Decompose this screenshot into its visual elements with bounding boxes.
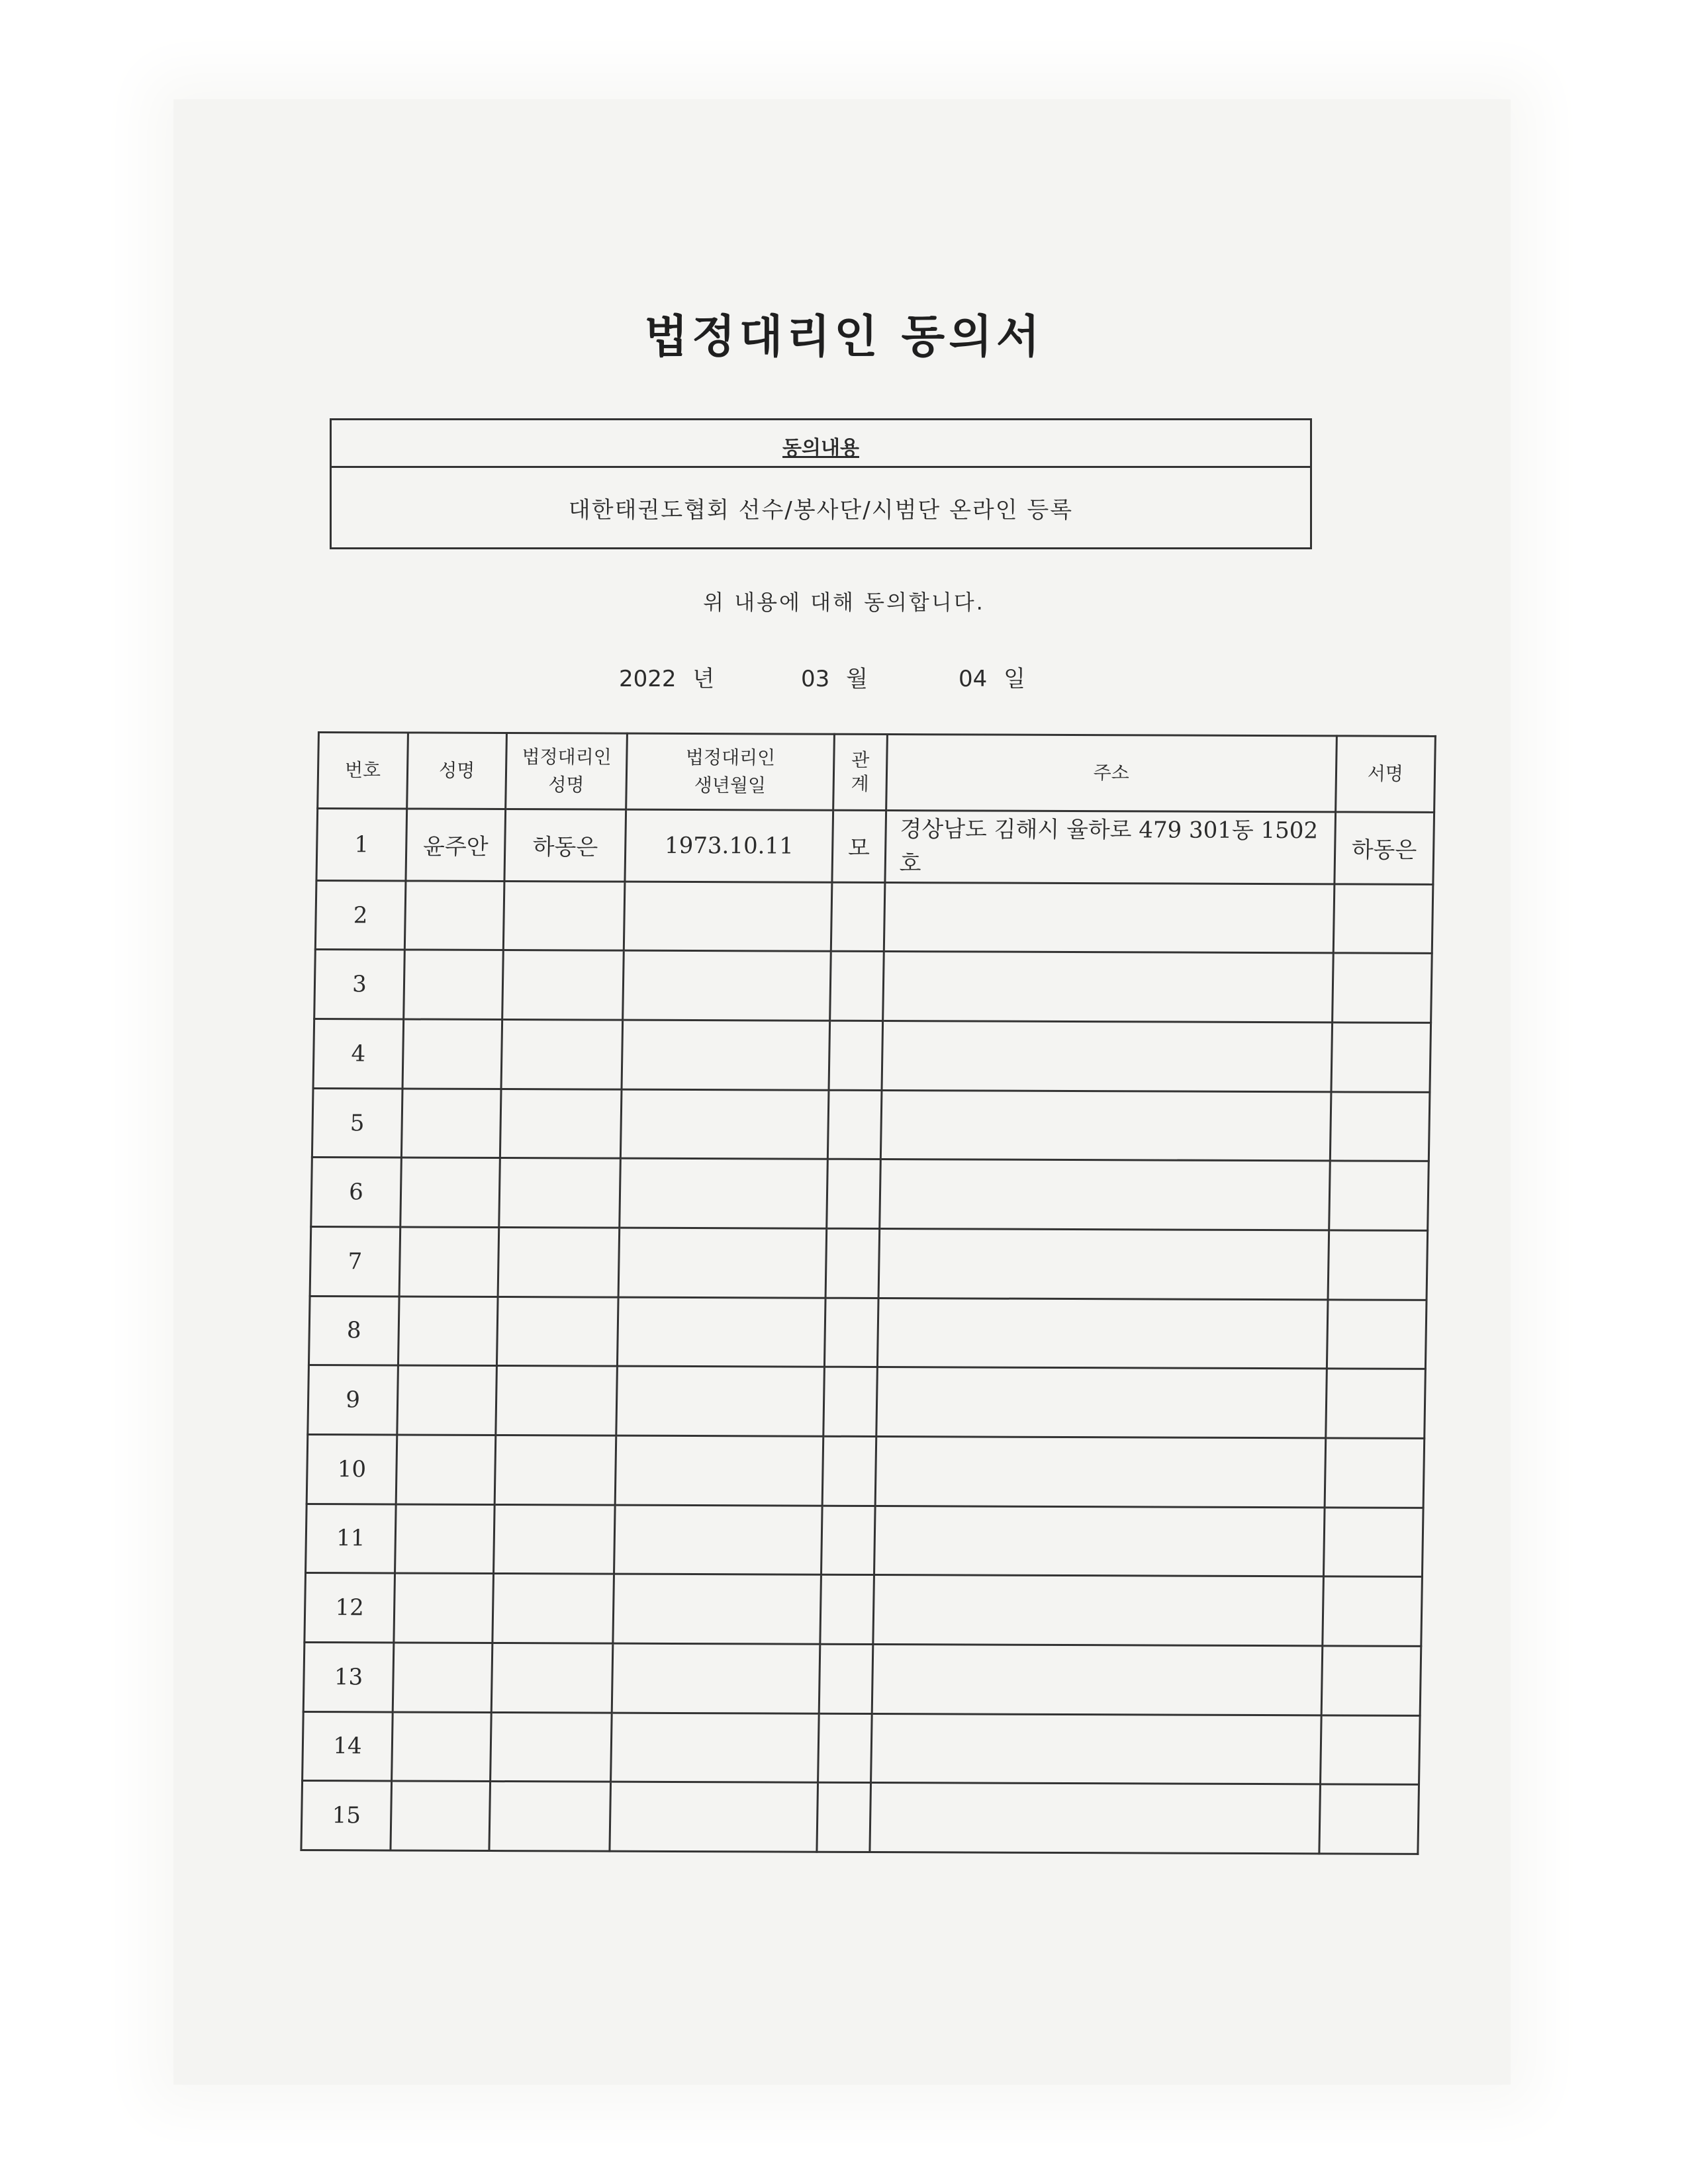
cell-no: 11	[306, 1504, 397, 1573]
table-row	[316, 809, 1434, 885]
cell-guardian-birth	[612, 1643, 820, 1713]
cell-relation	[818, 1713, 872, 1783]
cell-relation	[824, 1298, 878, 1367]
cell-guardian-birth	[613, 1574, 821, 1644]
cell-no: 14	[303, 1711, 393, 1781]
document-title: 법정대리인 동의서	[644, 311, 1044, 363]
cell-relation	[822, 1436, 876, 1506]
cell-name: 윤주안	[406, 809, 506, 881]
cell-guardian-birth	[620, 1158, 827, 1228]
cell-signature	[1325, 1369, 1425, 1438]
header-guardian-birth-line2: 생년월일	[694, 774, 767, 797]
cell-address	[880, 1090, 1331, 1161]
cell-relation	[830, 952, 884, 1021]
table-row	[308, 1365, 1426, 1439]
cell-relation	[820, 1574, 874, 1644]
cell-signature	[1327, 1300, 1427, 1369]
cell-signature	[1322, 1576, 1422, 1646]
cell-no: 5	[312, 1088, 402, 1158]
cell-address	[882, 952, 1333, 1023]
cell-address	[877, 1298, 1327, 1369]
cell-signature	[1323, 1507, 1423, 1576]
cell-name	[396, 1435, 496, 1504]
cell-signature	[1325, 1438, 1425, 1508]
cell-guardian-name	[494, 1435, 616, 1504]
date-month-label: 월	[846, 666, 868, 692]
cell-guardian-name	[496, 1366, 618, 1435]
date-month-value: 03	[801, 666, 830, 692]
cell-relation	[827, 1160, 880, 1229]
cell-address: 경상남도 김해시 율하로 479 301동 1502호	[885, 811, 1336, 884]
cell-guardian-name	[498, 1227, 620, 1297]
cell-no: 3	[314, 950, 405, 1019]
header-no: 번호	[318, 733, 408, 809]
cell-guardian-name	[504, 881, 626, 950]
cell-no: 6	[311, 1158, 402, 1227]
cell-address	[882, 1021, 1332, 1092]
consent-header-label: 동의내용	[782, 437, 859, 460]
cell-signature	[1329, 1161, 1429, 1230]
cell-name	[398, 1297, 498, 1366]
cell-name	[402, 1019, 502, 1089]
consent-box	[330, 418, 1312, 549]
cell-guardian-birth	[622, 1020, 829, 1090]
table-row	[311, 1158, 1429, 1231]
cell-guardian-birth	[618, 1297, 825, 1367]
cell-signature	[1331, 1023, 1431, 1092]
guardian-table	[300, 731, 1436, 1855]
cell-no: 13	[303, 1642, 394, 1711]
cell-address	[875, 1436, 1325, 1507]
cell-guardian-name	[497, 1297, 619, 1366]
cell-name	[395, 1504, 494, 1574]
header-relation	[833, 734, 888, 810]
cell-address	[870, 1783, 1320, 1854]
cell-relation	[829, 1021, 882, 1090]
date-year-label: 년	[692, 666, 715, 692]
cell-name	[393, 1643, 492, 1712]
cell-guardian-birth	[624, 882, 831, 952]
cell-guardian-birth	[623, 951, 831, 1021]
consent-content: 대한태권도협회 선수/봉사단/시범단 온라인 등록	[568, 496, 1074, 523]
cell-address	[870, 1713, 1321, 1784]
cell-address	[874, 1506, 1324, 1576]
table-row	[306, 1504, 1424, 1577]
cell-name	[397, 1365, 497, 1435]
cell-address	[876, 1367, 1327, 1438]
cell-guardian-name	[500, 1089, 622, 1158]
cell-name	[399, 1227, 499, 1297]
cell-address	[873, 1575, 1323, 1646]
cell-signature	[1333, 884, 1433, 954]
cell-guardian-name	[499, 1158, 621, 1228]
cell-no: 4	[313, 1019, 404, 1089]
cell-name	[404, 950, 504, 1019]
cell-no: 1	[316, 809, 407, 881]
table-row	[301, 1781, 1419, 1854]
cell-no: 8	[308, 1296, 399, 1365]
cell-relation	[825, 1228, 879, 1298]
cell-relation	[817, 1782, 870, 1852]
cell-guardian-name	[492, 1574, 614, 1643]
cell-no: 9	[308, 1365, 399, 1435]
cell-guardian-name	[489, 1782, 611, 1851]
cell-address	[884, 882, 1334, 953]
cell-relation	[827, 1090, 881, 1160]
table-row	[313, 1019, 1431, 1093]
header-guardian-name-line1: 법정대리인	[522, 746, 612, 768]
table-row	[303, 1711, 1421, 1785]
header-address: 주소	[886, 735, 1336, 812]
cell-relation	[823, 1367, 877, 1437]
cell-relation	[821, 1506, 875, 1575]
cell-signature	[1321, 1646, 1421, 1715]
date-day-value: 04	[959, 666, 988, 692]
table-row	[306, 1434, 1425, 1508]
cell-guardian-name	[491, 1643, 613, 1712]
cell-guardian-birth	[621, 1089, 829, 1160]
cell-no: 2	[315, 880, 406, 950]
cell-guardian-birth	[618, 1228, 826, 1298]
consent-header	[332, 420, 1310, 468]
agreement-statement: 위 내용에 대해 동의합니다.	[703, 590, 985, 615]
cell-relation: 모	[832, 810, 886, 882]
header-guardian-name	[506, 733, 628, 809]
cell-relation	[819, 1644, 872, 1713]
cell-guardian-name	[501, 1020, 623, 1089]
table-row	[312, 1088, 1430, 1161]
cell-address	[872, 1644, 1322, 1715]
table-row	[315, 880, 1433, 954]
cell-signature	[1332, 953, 1432, 1023]
table-header-row	[318, 733, 1436, 813]
cell-no: 10	[306, 1434, 397, 1504]
cell-signature	[1320, 1715, 1420, 1784]
cell-address	[878, 1228, 1329, 1299]
cell-guardian-name: 하동은	[504, 809, 626, 881]
cell-guardian-birth	[615, 1435, 823, 1506]
cell-relation	[831, 882, 884, 952]
cell-guardian-birth: 1973.10.11	[625, 809, 833, 882]
cell-signature	[1328, 1230, 1428, 1300]
cell-name	[404, 881, 504, 950]
table-row	[308, 1296, 1427, 1369]
cell-name	[401, 1089, 501, 1158]
header-guardian-birth	[626, 733, 835, 810]
cell-name	[391, 1781, 491, 1850]
header-guardian-name-line2: 성명	[548, 774, 585, 796]
cell-no: 12	[305, 1573, 395, 1643]
header-guardian-birth-line1: 법정대리인	[685, 746, 776, 769]
cell-guardian-birth	[610, 1782, 818, 1852]
cell-name	[400, 1158, 500, 1227]
cell-signature	[1319, 1784, 1419, 1854]
cell-guardian-name	[491, 1712, 612, 1782]
cell-guardian-name	[494, 1504, 616, 1574]
table-row	[305, 1573, 1423, 1647]
table-row	[310, 1227, 1428, 1300]
cell-guardian-birth	[614, 1505, 822, 1575]
header-relation-line1: 관	[851, 749, 870, 771]
date-year-value: 2022	[619, 666, 677, 692]
cell-no: 7	[310, 1227, 400, 1297]
header-name: 성명	[407, 733, 507, 809]
cell-guardian-name	[502, 950, 624, 1020]
cell-signature	[1330, 1092, 1430, 1161]
header-relation-line2: 계	[851, 772, 869, 795]
cell-name	[392, 1712, 492, 1782]
cell-no: 15	[301, 1781, 392, 1850]
header-signature: 서명	[1335, 736, 1435, 813]
cell-guardian-birth	[616, 1366, 824, 1436]
table-row	[303, 1642, 1421, 1715]
cell-signature: 하동은	[1335, 812, 1434, 884]
table-row	[314, 950, 1432, 1023]
cell-name	[394, 1573, 494, 1643]
date-month	[801, 660, 868, 693]
date-year	[619, 660, 714, 693]
date-day	[959, 660, 1025, 693]
cell-address	[879, 1160, 1329, 1230]
date-day-label: 일	[1004, 666, 1025, 692]
cell-guardian-birth	[611, 1713, 819, 1783]
